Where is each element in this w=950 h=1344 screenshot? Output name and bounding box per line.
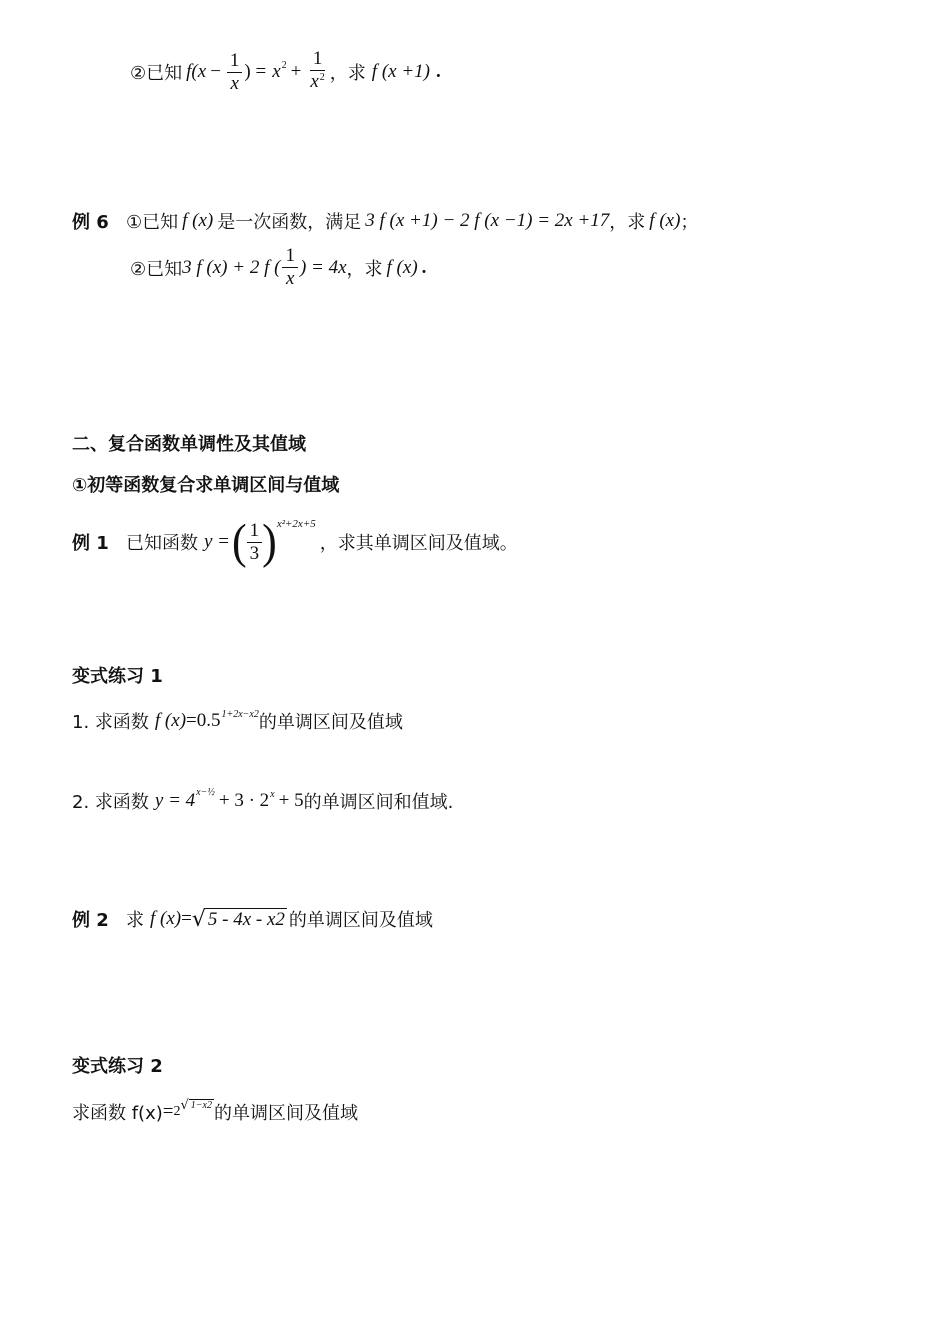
example-label: 例 1: [72, 533, 109, 554]
item-tail: 的单调区间及值域: [258, 712, 403, 733]
target-expression: f (x +1): [371, 61, 430, 82]
exponent-two: 2: [281, 59, 287, 71]
square-root: [192, 908, 287, 931]
target-expression: f (x): [649, 210, 681, 231]
exponent: x−½: [196, 786, 215, 798]
base: 0.5: [196, 710, 221, 731]
fraction-denominator: x: [285, 268, 295, 289]
problem-text: 已知函数: [126, 533, 198, 554]
right-paren: ): [262, 514, 277, 569]
equation: 3 f (x +1) − 2 f (x −1) = 2x +17: [365, 210, 610, 231]
ask-text: ，求: [609, 212, 646, 233]
example-6-part-2: [130, 245, 426, 290]
example-label: 例 6: [72, 212, 109, 233]
example-2: [72, 906, 433, 932]
item-tail: 的单调区间及值域: [213, 1103, 358, 1124]
end-term: + 5: [278, 790, 304, 811]
problem-text: ①已知: [126, 212, 179, 233]
minus-sign: −: [210, 61, 221, 82]
variation-1-item-1: [72, 708, 403, 734]
variation-heading: 变式练习 1: [72, 666, 163, 687]
equals: =: [186, 710, 197, 731]
y-equals: y =: [204, 531, 231, 552]
equals: =: [181, 908, 192, 929]
ask-text: ，求: [329, 63, 366, 84]
y-equals-four: y = 4: [154, 790, 196, 811]
problem-text: ②已知: [130, 258, 183, 280]
problem-tail: ，求其单调区间及值域。: [319, 533, 518, 554]
variation-2-item: [72, 1099, 358, 1125]
fx-expression: f (x): [154, 710, 187, 731]
x-squared-base: x: [272, 61, 281, 82]
example-label: 例 2: [72, 910, 109, 931]
fraction-numerator: 1: [310, 48, 326, 71]
problem-text: 是一次函数，满足: [217, 212, 362, 233]
period: .: [435, 61, 441, 82]
exponent: 1+2x−x2: [221, 708, 259, 720]
semicolon: ；: [680, 212, 699, 233]
problem-text: 求: [126, 910, 144, 931]
plus-sign: +: [290, 61, 302, 82]
radicand: 5 - 4x - x2: [207, 908, 285, 930]
fraction-one-over-x-squared: [307, 48, 327, 96]
problem-5-part-2: [130, 48, 441, 96]
problem-marker: ②已知: [130, 63, 183, 84]
fraction-numerator: 1: [247, 520, 263, 543]
radical-sign: √: [180, 1097, 189, 1113]
radical-sign: √: [191, 906, 206, 932]
square-root-exponent: [180, 1099, 213, 1112]
fraction-denominator: 3: [249, 542, 260, 564]
radicand: 1−x2: [190, 1099, 212, 1111]
problem-tail: 的单调区间及值域: [288, 910, 433, 931]
ask-text: ，求: [346, 258, 383, 280]
example-1: [72, 514, 518, 570]
equation-lhs: 3 f (x) + 2 f (: [182, 256, 281, 278]
exponent: x²+2x+5: [276, 518, 316, 530]
left-paren: (: [232, 514, 247, 569]
middle-term: + 3 · 2: [218, 790, 270, 811]
item-prefix: 2. 求函数: [72, 792, 149, 813]
fraction-one-over-x: [227, 50, 243, 95]
item-prefix: 1. 求函数: [72, 712, 149, 733]
equals: =: [162, 1101, 174, 1122]
fx-expression: f (x): [182, 210, 214, 231]
variation-1-item-2: [72, 788, 453, 814]
section-heading: 二、复合函数单调性及其值域: [72, 434, 306, 455]
fraction-numerator: 1: [282, 245, 298, 268]
subsection-heading: ①初等函数复合求单调区间与值域: [72, 475, 340, 496]
fx-expression: f (x): [150, 908, 182, 929]
equation-rhs: ) = 4x: [299, 256, 347, 278]
fraction-numerator: 1: [227, 50, 243, 73]
fraction-one-over-x: [282, 245, 298, 290]
target-expression: f (x): [386, 256, 418, 278]
item-prefix: 求函数 f(x): [72, 1103, 163, 1124]
item-tail: 的单调区间和值域.: [303, 792, 454, 813]
example-6-part-1: [72, 208, 698, 234]
base: 2: [173, 1104, 181, 1119]
fraction-one-third: [247, 520, 263, 565]
period: .: [421, 256, 427, 278]
function-f: f: [186, 61, 192, 82]
close-equals: ) =: [244, 61, 267, 82]
paren-x: (x: [191, 61, 207, 82]
variation-heading: 变式练习 2: [72, 1056, 163, 1077]
fraction-denominator: $x^2$: [310, 71, 325, 92]
exponent: x: [270, 788, 275, 800]
fraction-denominator: x: [230, 72, 239, 94]
